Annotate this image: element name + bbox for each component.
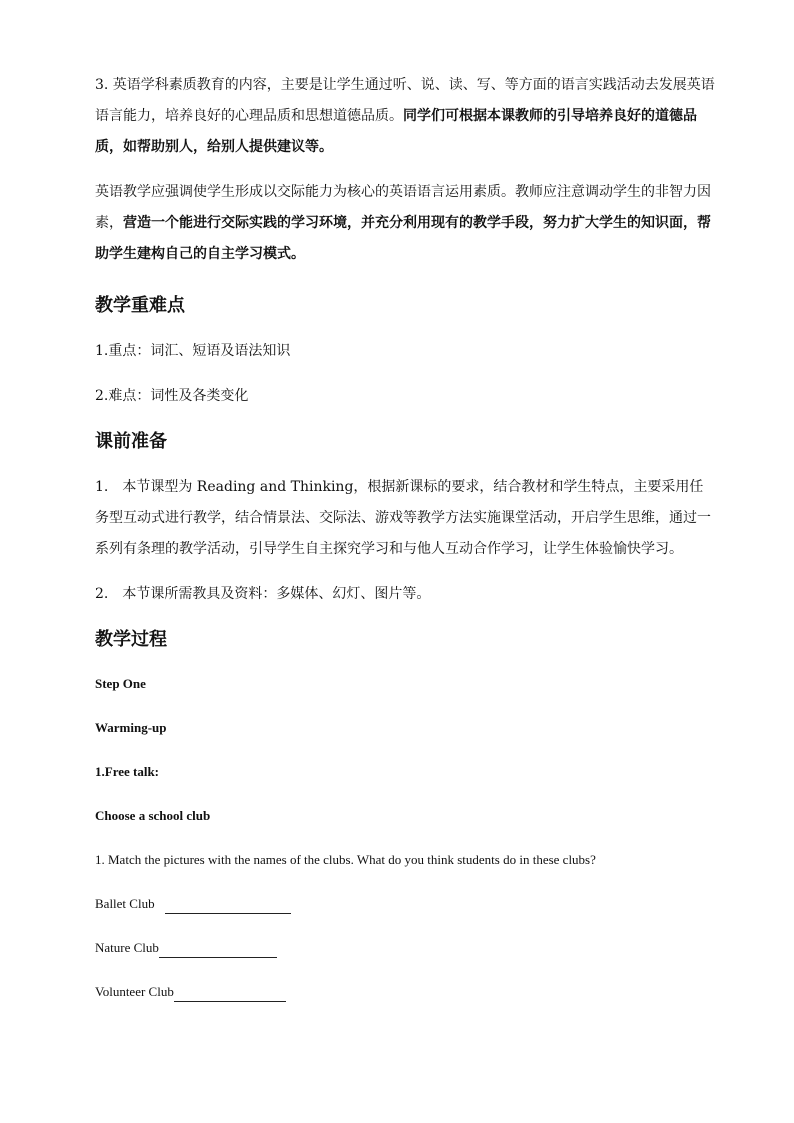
difficult-point-item: 2.难点：词性及各类变化	[95, 388, 249, 404]
key-point-item: 1.重点：词汇、短语及语法知识	[95, 343, 291, 359]
heading-key-points: 教学重难点	[95, 295, 185, 316]
preparation-item-2: 2. 本节课所需教具及资料：多媒体、幻灯、图片等。	[95, 586, 431, 602]
warming-up-label: Warming-up	[95, 720, 167, 735]
paragraph-bold-text: 营造一个能进行交际实践的学习环境，并充分利用现有的教学手段，努力扩大学生的知识面，帮助学生建构自己的自主学习模式。	[95, 215, 711, 262]
answer-blank-line[interactable]	[165, 899, 291, 914]
club-name: Volunteer Club	[95, 984, 174, 999]
paragraph-text: 3. 英语学科素质教育的内容，主要是让学生通过听、说、读、写、等方面的语言实践活动去发展英语语言能力，培养良好的心理品质和思想道德品质。	[95, 77, 715, 124]
document-page	[95, 70, 715, 1026]
free-talk-label: 1.Free talk:	[95, 764, 160, 779]
match-instruction: 1. Match the pictures with the names of the clubs. What do you think students do in these clubs?	[95, 852, 596, 867]
club-row-nature	[95, 938, 715, 958]
paragraph-bold-text: 同学们可根据本课教师的引导培养良好的道德品质，如帮助别人，给别人提供建议等。	[95, 108, 697, 155]
club-name: Ballet Club	[95, 896, 155, 911]
paragraph-text: 英语教学应强调使学生形成以交际能力为核心的英语语言运用素质。教师应注意调动学生的非智力因素，	[95, 184, 711, 231]
paragraph-communication	[95, 177, 715, 270]
step-label: Step One	[95, 676, 146, 691]
answer-blank-line[interactable]	[159, 943, 277, 958]
heading-preparation: 课前准备	[95, 431, 167, 452]
club-row-volunteer	[95, 982, 715, 1002]
paragraph-quality-education	[95, 70, 715, 163]
choose-club-label: Choose a school club	[95, 808, 211, 823]
club-row-ballet	[95, 894, 715, 914]
preparation-item-1: 1. 本节课型为 Reading and Thinking，根据新课标的要求，结合教材和学生特点，主要采用任务型互动式进行教学，结合情景法、交际法、游戏等教学方法实施课堂活动，开启学生思维，通过一系列有条理的教学活动，引导学生自主探究学习和与他人互动合作学习，让学生体验愉快学习。	[95, 479, 711, 557]
answer-blank-line[interactable]	[174, 987, 286, 1002]
club-name: Nature Club	[95, 940, 159, 955]
heading-process: 教学过程	[95, 629, 167, 650]
